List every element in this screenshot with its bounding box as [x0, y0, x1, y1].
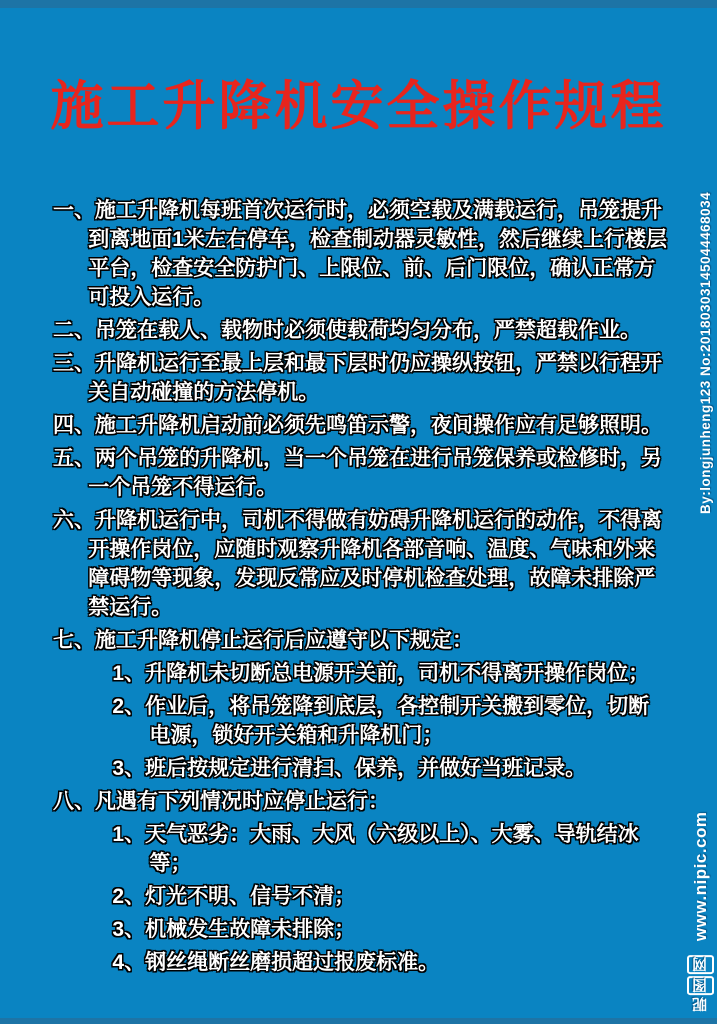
subitem-number: 3、	[112, 918, 146, 941]
item-number: 二、	[53, 319, 95, 342]
regulation-item-2	[53, 316, 667, 345]
regulation-item-1	[53, 196, 667, 312]
site-watermark	[687, 811, 714, 1014]
item-text: 升降机运行至最上层和最下层时仍应操纵按钮，严禁以行程开关自动碰撞的方法停机。	[88, 352, 662, 404]
item-number: 四、	[53, 414, 95, 437]
item-text: 凡遇有下列情况时应停止运行：	[95, 790, 389, 813]
uploader-id-watermark: By:longjunheng123 No:20180303145044468034	[698, 191, 713, 514]
regulation-subitem-7-1	[112, 659, 667, 688]
regulation-item-4	[53, 411, 667, 440]
subitem-text: 灯光不明、信号不清；	[145, 885, 356, 908]
regulation-item-5	[53, 444, 667, 502]
subitem-number: 2、	[112, 885, 146, 908]
subitem-text: 钢丝绳断丝磨损超过报废标准。	[145, 951, 440, 974]
item-number: 八、	[53, 790, 95, 813]
subitem-text: 机械发生故障未排除；	[145, 918, 356, 941]
poster-title-text: 施工升降机安全操作规程 施工升降机安全操作规程	[51, 64, 667, 140]
subitem-number: 1、	[112, 662, 146, 685]
regulations-list	[53, 196, 667, 981]
subitem-text: 班后按规定进行清扫、保养，并做好当班记录。	[145, 757, 587, 780]
item-text: 施工升降机停止运行后应遵守以下规定：	[95, 629, 473, 652]
subitem-number: 4、	[112, 951, 146, 974]
subitem-text: 升降机未切断总电源开关前，司机不得离开操作岗位；	[145, 662, 650, 685]
nipic-logo	[692, 955, 709, 1014]
item-text: 施工升降机启动前必须先鸣笛示警，夜间操作应有足够照明。	[95, 414, 662, 437]
regulation-subitem-8-1	[112, 820, 667, 878]
item-text: 施工升降机每班首次运行时，必须空载及满载运行，吊笼提升到离地面1米左右停车，检查制动器灵敏性，然后继续上行楼层平台，检查安全防护门、上限位、前、后门限位，确认正常方可投入运行。	[88, 199, 667, 309]
item-text: 吊笼在载人、载物时必须使载荷均匀分布，严禁超载作业。	[95, 319, 641, 342]
nipic-logo-char: 图	[687, 976, 714, 995]
nipic-logo-char: 昵	[692, 997, 709, 1012]
nipic-logo-char: 网	[687, 955, 714, 974]
item-number: 一、	[53, 199, 95, 222]
item-text: 两个吊笼的升降机，当一个吊笼在进行吊笼保养或检修时，另一个吊笼不得运行。	[88, 447, 662, 499]
item-number: 七、	[53, 629, 95, 652]
regulation-item-7	[53, 626, 667, 783]
regulation-item-3	[53, 349, 667, 407]
subitem-number: 1、	[112, 823, 146, 846]
regulation-item-8	[53, 787, 667, 977]
regulation-subitem-7-2	[112, 692, 667, 750]
item-number: 六、	[53, 509, 95, 532]
poster-title	[0, 64, 717, 140]
regulation-item-6	[53, 506, 667, 622]
item-text: 升降机运行中，司机不得做有妨碍升降机运行的动作，不得离开操作岗位，应随时观察升降机各部音响、温度、气味和外来障碍物等现象，发现反常应及时停机检查处理，故障未排除严禁运行。	[88, 509, 662, 619]
top-border-strip	[0, 0, 717, 8]
regulation-subitem-8-3	[112, 915, 667, 944]
subitem-number: 3、	[112, 757, 146, 780]
bottom-border-strip	[0, 1018, 717, 1024]
item-number: 三、	[53, 352, 95, 375]
regulation-subitem-7-3	[112, 754, 667, 783]
nipic-url: www.nipic.com	[691, 810, 710, 941]
subitem-text: 天气恶劣：大雨、大风（六级以上）、大雾、导轨结冰等；	[145, 823, 639, 875]
subitem-text: 作业后，将吊笼降到底层，各控制开关搬到零位，切断电源，锁好开关箱和升降机门；	[145, 695, 650, 747]
regulation-subitem-8-2	[112, 882, 667, 911]
regulation-subitem-8-4	[112, 948, 667, 977]
item-number: 五、	[53, 447, 95, 470]
subitem-number: 2、	[112, 695, 146, 718]
